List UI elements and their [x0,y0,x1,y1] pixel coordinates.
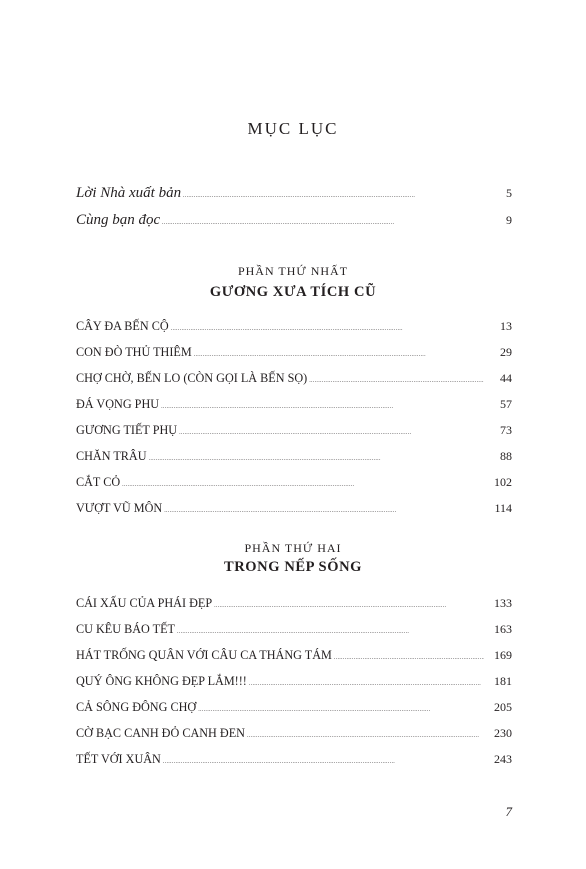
dot-leader [149,449,484,464]
toc-page-number: 243 [494,752,512,766]
toc-entry[interactable] [76,501,512,516]
part-subtitle: PHẦN THỨ NHẤT [237,264,349,278]
page-number-footer: 7 [505,804,512,819]
toc-entry[interactable] [76,674,512,689]
dot-leader [198,700,484,715]
toc-entry[interactable] [76,475,512,490]
toc-entry-label: CÂY ĐA BẾN CỘ [76,319,169,333]
toc-entry[interactable] [76,449,512,464]
toc-page-number: 13 [500,319,512,333]
dot-leader [171,319,484,334]
toc-entry[interactable] [76,397,512,412]
toc-entry-label: CẢ SÔNG ĐÔNG CHỢ [76,700,197,714]
dot-leader [164,501,484,516]
toc-entry-label: HÁT TRỐNG QUÂN VỚI CÂU CA THÁNG TÁM [76,648,332,662]
toc-entry[interactable] [76,423,512,438]
toc-entry-label: Cùng bạn đọc [76,212,161,228]
toc-page-number: 114 [494,501,512,515]
toc-front-entry[interactable] [76,185,512,202]
part-title: GƯƠNG XƯA TÍCH CŨ [209,284,377,300]
toc-entry-label: CON ĐÒ THỦ THIÊM [76,345,192,359]
toc-entry-label: CU KÊU BÁO TẾT [76,622,175,636]
toc-entry-label: QUÝ ÔNG KHÔNG ĐẸP LẮM!!! [76,674,247,688]
toc-entry-label: CẮT CỎ [76,475,121,489]
dot-leader [183,185,484,202]
toc-entry[interactable] [76,726,512,741]
toc-page-number: 29 [500,345,512,359]
toc-entry-label: CHỢ CHỜ, BẾN LO (CÒN GỌI LÀ BẾN SỌ) [76,371,308,385]
toc-page-number: 73 [500,423,512,437]
toc-entry-label: TẾT VỚI XUÂN [76,752,161,766]
toc-entry-label: Lời Nhà xuất bản [76,185,182,201]
page-title: MỤC LỤC [247,119,339,138]
toc-entry-label: CÁI XẤU CỦA PHÁI ĐẸP [76,596,213,610]
part-title: TRONG NẾP SỐNG [223,559,363,575]
toc-page-number: 9 [506,213,512,227]
dot-leader [247,726,484,741]
toc-entry[interactable] [76,700,512,715]
toc-front-entry[interactable] [76,212,512,229]
dot-leader [249,674,484,689]
dot-leader [194,345,484,360]
toc-page-number: 88 [500,449,512,463]
dot-leader [179,423,484,438]
toc-page-number: 181 [494,674,512,688]
toc-page-number: 5 [506,186,512,200]
toc-page-number: 169 [494,648,512,662]
dot-leader [163,752,484,767]
dot-leader [177,622,484,637]
dot-leader [334,648,484,663]
toc-entry[interactable] [76,596,512,611]
toc-page-number: 133 [494,596,512,610]
toc-entry-label: GƯƠNG TIẾT PHỤ [76,423,178,437]
toc-entry-label: ĐÁ VỌNG PHU [76,397,160,411]
dot-leader [309,371,484,386]
part-subtitle: PHẦN THỨ HAI [244,541,342,555]
toc-page-number: 102 [494,475,512,489]
toc-entry-label: CỜ BẠC CANH ĐỎ CANH ĐEN [76,726,245,740]
dot-leader [214,596,484,611]
toc-entry-label: VƯỢT VŨ MÔN [76,501,163,515]
toc-entry-label: CHĂN TRÂU [76,449,147,463]
dot-leader [162,212,484,229]
toc-entry[interactable] [76,319,512,334]
toc-page-number: 230 [494,726,512,740]
toc-entry[interactable] [76,622,512,637]
dot-leader [161,397,484,412]
toc-page-number: 57 [500,397,512,411]
toc-page-number: 163 [494,622,512,636]
dot-leader [122,475,484,490]
toc-entry[interactable] [76,648,512,663]
toc-entry[interactable] [76,345,512,360]
toc-entry[interactable] [76,752,512,767]
toc-page-number: 44 [500,371,512,385]
toc-entry[interactable] [76,371,512,386]
toc-page-number: 205 [494,700,512,714]
